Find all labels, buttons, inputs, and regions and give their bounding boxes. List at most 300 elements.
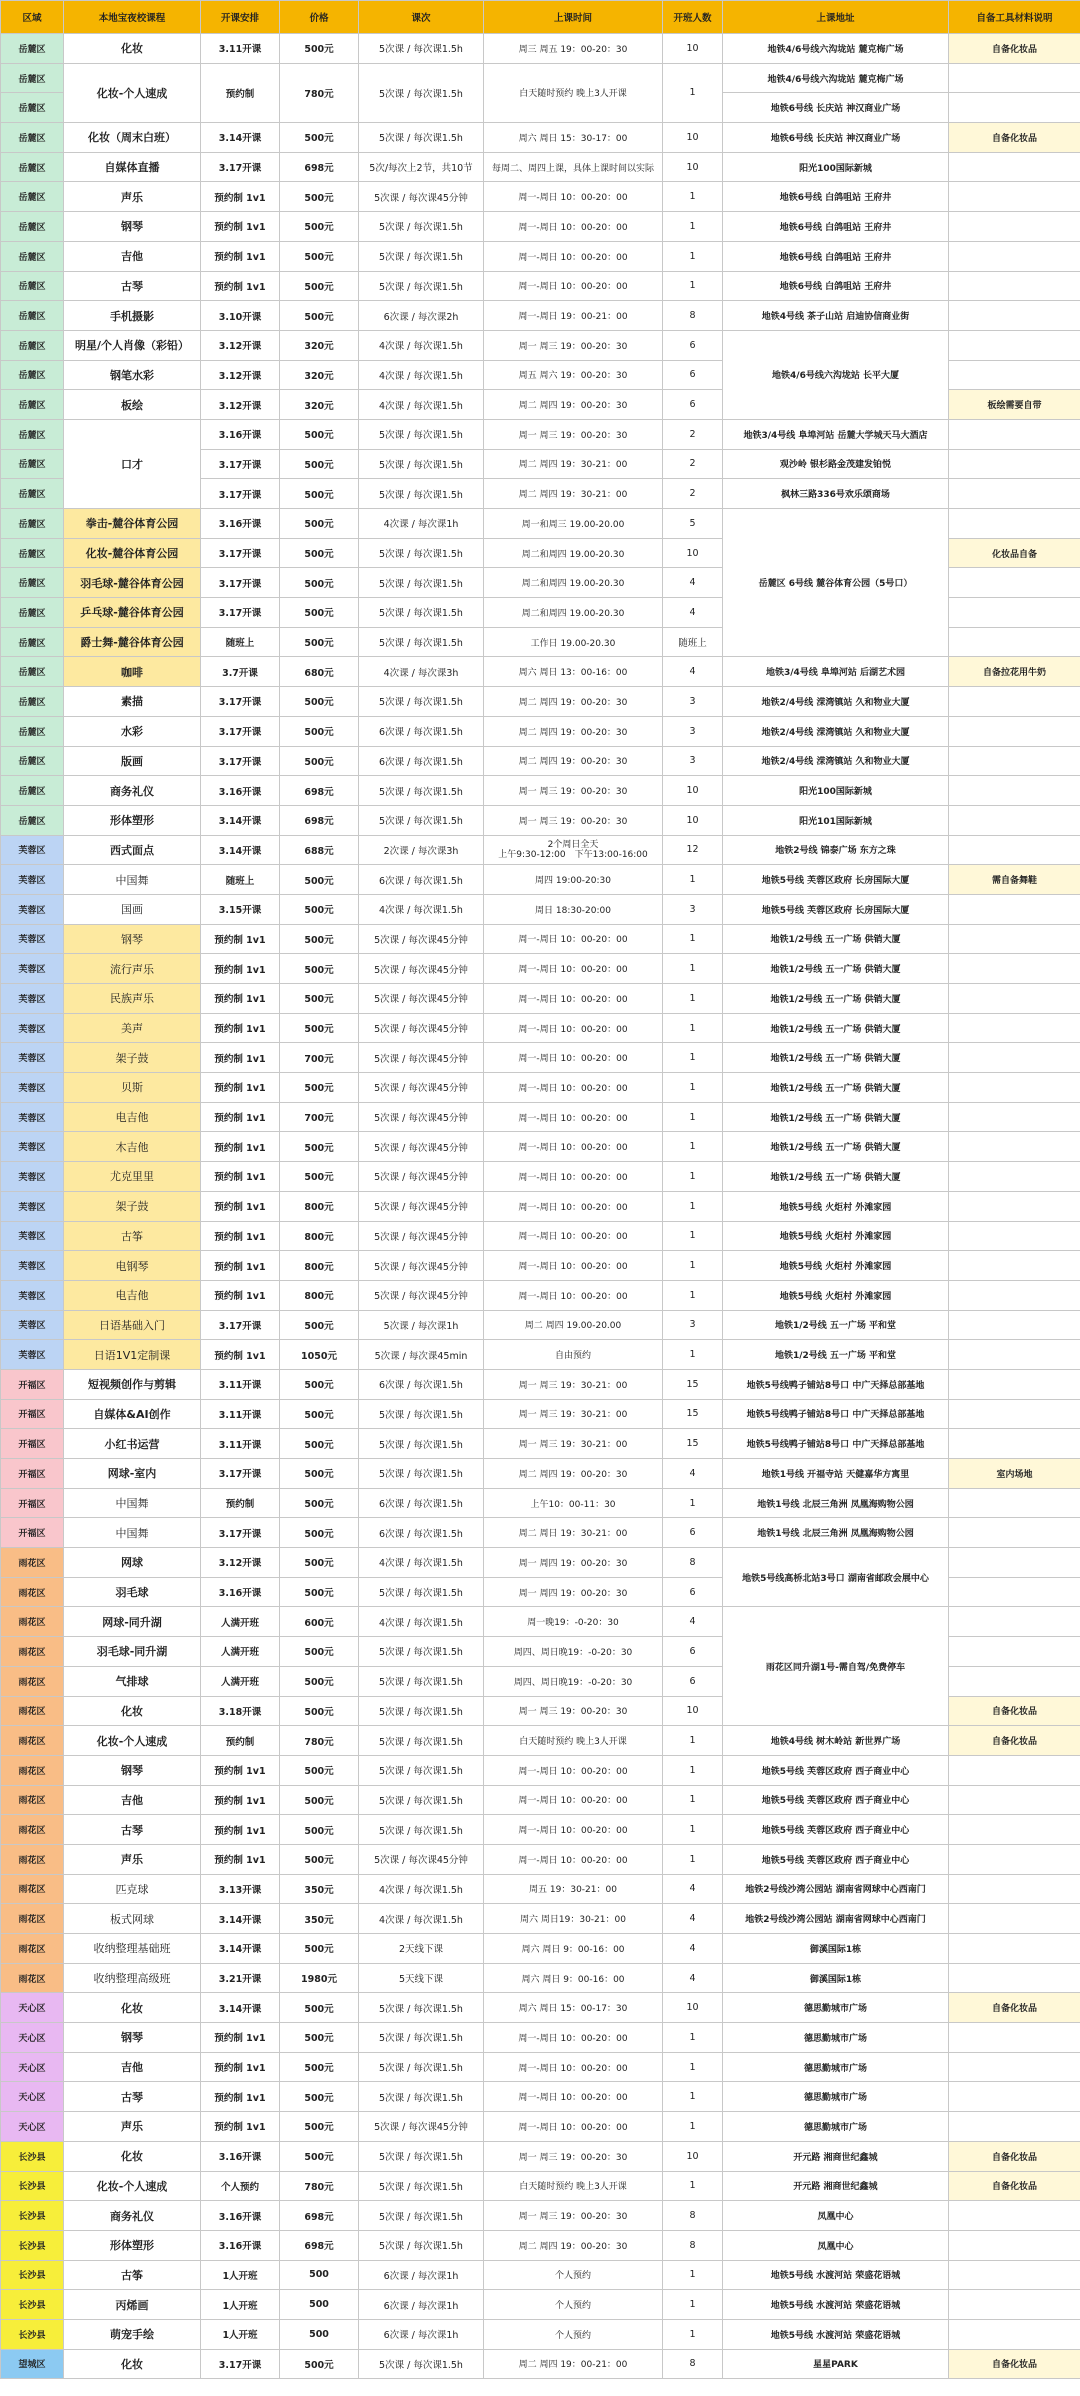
cell-sched[interactable]: 预约制 1v1 [201,924,280,954]
cell-addr[interactable]: 地铁4/6号线六沟垅站 长平大厦 [723,330,949,419]
cell-addr[interactable]: 地铁5号线 芙蓉区政府 长房国际大厦 [723,865,949,895]
cell-time[interactable]: 周一 周三 19：00-20：30 [484,1696,663,1726]
cell-course[interactable]: 气排球 [64,1666,201,1696]
cell-times[interactable]: 5次课 / 每次课1.5h [359,1399,484,1429]
header-cell[interactable]: 本地宝夜校课程 [64,1,201,34]
cell-note[interactable] [949,1815,1080,1845]
cell-region[interactable]: 开福区 [1,1399,64,1429]
cell-num[interactable]: 1 [663,2052,723,2082]
cell-sched[interactable]: 预约制 1v1 [201,1815,280,1845]
cell-note[interactable] [949,2230,1080,2260]
cell-sched[interactable]: 3.17开课 [201,1459,280,1489]
cell-sched[interactable]: 预约制 [201,63,280,122]
cell-note[interactable]: 自备拉花用牛奶 [949,657,1080,687]
cell-num[interactable]: 2 [663,419,723,449]
cell-course[interactable]: 钢琴 [64,2023,201,2053]
cell-num[interactable]: 4 [663,1963,723,1993]
cell-num[interactable]: 1 [663,2082,723,2112]
cell-times[interactable]: 5次课 / 每次课45分钟 [359,1132,484,1162]
cell-num[interactable]: 1 [663,1726,723,1756]
cell-num[interactable]: 4 [663,1904,723,1934]
cell-times[interactable]: 5次课 / 每次课1.5h [359,2023,484,2053]
cell-note[interactable] [949,509,1080,539]
cell-time[interactable]: 周日 18:30-20:00 [484,894,663,924]
cell-num[interactable]: 1 [663,1043,723,1073]
cell-sched[interactable]: 3.12开课 [201,360,280,390]
cell-price[interactable]: 500元 [280,716,359,746]
cell-times[interactable]: 4次课 / 每次课1.5h [359,330,484,360]
cell-times[interactable]: 5次/每次上2节，共10节 [359,152,484,182]
cell-times[interactable]: 5次课 / 每次课45分钟 [359,924,484,954]
cell-price[interactable]: 600元 [280,1607,359,1637]
cell-times[interactable]: 5次课 / 每次课1.5h [359,1637,484,1667]
cell-addr[interactable]: 地铁5号线 水渡河站 荣盛花语城 [723,2290,949,2320]
cell-price[interactable]: 500元 [280,2082,359,2112]
cell-time[interactable]: 周一-周日 10：00-20：00 [484,2082,663,2112]
cell-course[interactable]: 收纳整理高级班 [64,1963,201,1993]
cell-price[interactable]: 500元 [280,1637,359,1667]
cell-times[interactable]: 5次课 / 每次课45分钟 [359,1043,484,1073]
cell-num[interactable]: 10 [663,1696,723,1726]
cell-addr[interactable]: 地铁5号线 火炬村 外滩家园 [723,1280,949,1310]
cell-note[interactable] [949,1785,1080,1815]
cell-time[interactable]: 周一-周日 10：00-20：00 [484,1102,663,1132]
cell-num[interactable]: 1 [663,1340,723,1370]
cell-price[interactable]: 500元 [280,598,359,628]
cell-region[interactable]: 雨花区 [1,1785,64,1815]
cell-sched[interactable]: 3.18开课 [201,1696,280,1726]
cell-addr[interactable]: 地铁1/2号线 五一广场 供销大厦 [723,924,949,954]
cell-num[interactable]: 2 [663,479,723,509]
cell-sched[interactable]: 3.17开课 [201,598,280,628]
cell-course[interactable]: 民族声乐 [64,984,201,1014]
cell-times[interactable]: 5次课 / 每次课1.5h [359,1815,484,1845]
cell-region[interactable]: 岳麓区 [1,509,64,539]
cell-times[interactable]: 6次课 / 每次课1.5h [359,1369,484,1399]
cell-num[interactable]: 6 [663,1577,723,1607]
cell-note[interactable] [949,924,1080,954]
cell-times[interactable]: 5次课 / 每次课1.5h [359,2201,484,2231]
cell-addr[interactable]: 御溪国际1栋 [723,1934,949,1964]
cell-num[interactable]: 1 [663,2023,723,2053]
cell-sched[interactable]: 3.13开课 [201,1874,280,1904]
cell-sched[interactable]: 3.11开课 [201,34,280,64]
cell-course[interactable]: 羽毛球 [64,1577,201,1607]
cell-price[interactable]: 500元 [280,2023,359,2053]
cell-course[interactable]: 羽毛球-麓谷体育公园 [64,568,201,598]
cell-sched[interactable]: 预约制 1v1 [201,2052,280,2082]
cell-sched[interactable]: 预约制 1v1 [201,1043,280,1073]
cell-num[interactable]: 1 [663,2260,723,2290]
cell-time[interactable]: 周一 周三 19：30-21：00 [484,1399,663,1429]
cell-region[interactable]: 雨花区 [1,1637,64,1667]
cell-sched[interactable]: 预约制 1v1 [201,954,280,984]
cell-time[interactable]: 个人预约 [484,2319,663,2349]
cell-price[interactable]: 500元 [280,1815,359,1845]
cell-sched[interactable]: 3.16开课 [201,419,280,449]
cell-note[interactable] [949,1162,1080,1192]
cell-note[interactable] [949,598,1080,628]
cell-sched[interactable]: 3.17开课 [201,1518,280,1548]
cell-num[interactable]: 4 [663,1607,723,1637]
cell-region[interactable]: 芙蓉区 [1,1340,64,1370]
cell-sched[interactable]: 3.14开课 [201,1993,280,2023]
cell-num[interactable]: 4 [663,1459,723,1489]
cell-sched[interactable]: 3.10开课 [201,301,280,331]
cell-note[interactable] [949,2052,1080,2082]
cell-note[interactable]: 室内场地 [949,1459,1080,1489]
cell-region[interactable]: 芙蓉区 [1,894,64,924]
cell-region[interactable]: 长沙县 [1,2141,64,2171]
cell-price[interactable]: 500元 [280,1934,359,1964]
cell-note[interactable] [949,1874,1080,1904]
cell-addr[interactable]: 岳麓区 6号线 麓谷体育公园（5号口） [723,509,949,657]
cell-course[interactable]: 水彩 [64,716,201,746]
cell-times[interactable]: 4次课 / 每次课1.5h [359,390,484,420]
cell-time[interactable]: 周一 周三 19：30-21：00 [484,1369,663,1399]
cell-addr[interactable]: 开元路 湘商世纪鑫城 [723,2171,949,2201]
cell-course[interactable]: 小红书运营 [64,1429,201,1459]
cell-price[interactable]: 500元 [280,984,359,1014]
cell-time[interactable]: 周一-周日 10：00-20：00 [484,1132,663,1162]
cell-sched[interactable]: 1人开班 [201,2260,280,2290]
cell-addr[interactable]: 地铁5号线 芙蓉区政府 长房国际大厦 [723,894,949,924]
cell-price[interactable]: 500元 [280,479,359,509]
cell-num[interactable]: 1 [663,1132,723,1162]
cell-sched[interactable]: 1人开班 [201,2319,280,2349]
cell-course[interactable]: 口才 [64,419,201,508]
cell-num[interactable]: 随班上 [663,627,723,657]
cell-sched[interactable]: 预约制 1v1 [201,1844,280,1874]
cell-course[interactable]: 化妆 [64,34,201,64]
cell-time[interactable]: 周二 周四 19：30-21：00 [484,479,663,509]
cell-course[interactable]: 形体塑形 [64,2230,201,2260]
cell-times[interactable]: 5次课 / 每次课45分钟 [359,1013,484,1043]
cell-times[interactable]: 6次课 / 每次课1.5h [359,746,484,776]
cell-note[interactable] [949,627,1080,657]
cell-region[interactable]: 岳麓区 [1,687,64,717]
cell-times[interactable]: 5次课 / 每次课45分钟 [359,1191,484,1221]
cell-sched[interactable]: 预约制 [201,1488,280,1518]
cell-course[interactable]: 声乐 [64,2112,201,2142]
cell-sched[interactable]: 3.21开课 [201,1963,280,1993]
cell-course[interactable]: 网球-同升湖 [64,1607,201,1637]
cell-note[interactable] [949,479,1080,509]
cell-time[interactable]: 周二 周四 19：00-20：30 [484,1459,663,1489]
header-cell[interactable]: 价格 [280,1,359,34]
cell-time[interactable]: 周一-周日 10：00-20：00 [484,1280,663,1310]
cell-time[interactable]: 周二 周四 19：00-20：30 [484,716,663,746]
cell-note[interactable] [949,63,1080,93]
cell-addr[interactable]: 地铁3/4号线 阜埠河站 后湖艺术园 [723,657,949,687]
cell-time[interactable]: 周一 周三 19：00-20：30 [484,805,663,835]
cell-sched[interactable]: 3.14开课 [201,835,280,865]
cell-times[interactable]: 5次课 / 每次课45分钟 [359,1102,484,1132]
cell-num[interactable]: 15 [663,1399,723,1429]
cell-time[interactable]: 周一-周日 10：00-20：00 [484,984,663,1014]
cell-course[interactable]: 化妆（周末白班） [64,123,201,153]
cell-num[interactable]: 1 [663,2112,723,2142]
cell-course[interactable]: 爵士舞-麓谷体育公园 [64,627,201,657]
cell-sched[interactable]: 预约制 1v1 [201,1785,280,1815]
cell-times[interactable]: 5次课 / 每次课1.5h [359,271,484,301]
cell-note[interactable] [949,1755,1080,1785]
cell-times[interactable]: 5次课 / 每次课1.5h [359,2141,484,2171]
cell-course[interactable]: 声乐 [64,1844,201,1874]
cell-region[interactable]: 天心区 [1,2082,64,2112]
cell-addr[interactable]: 地铁1/2号线 五一广场 供销大厦 [723,984,949,1014]
cell-region[interactable]: 岳麓区 [1,746,64,776]
cell-price[interactable]: 500 [280,2260,359,2290]
cell-note[interactable] [949,1429,1080,1459]
cell-time[interactable]: 周一-周日 10：00-20：00 [484,182,663,212]
cell-price[interactable]: 500元 [280,865,359,895]
cell-addr[interactable]: 地铁1号线 北辰三角洲 凤凰海购物公园 [723,1488,949,1518]
cell-times[interactable]: 5次课 / 每次课1.5h [359,63,484,122]
cell-price[interactable]: 500元 [280,1518,359,1548]
cell-price[interactable]: 698元 [280,805,359,835]
cell-price[interactable]: 350元 [280,1904,359,1934]
cell-price[interactable]: 500元 [280,2052,359,2082]
cell-times[interactable]: 5次课 / 每次课1.5h [359,1429,484,1459]
cell-times[interactable]: 5次课 / 每次课1.5h [359,687,484,717]
cell-price[interactable]: 500元 [280,1459,359,1489]
cell-price[interactable]: 500元 [280,924,359,954]
cell-addr[interactable]: 地铁1/2号线 五一广场 供销大厦 [723,954,949,984]
cell-time[interactable]: 白天随时预约 晚上3人开课 [484,1726,663,1756]
cell-time[interactable]: 周一-周日 10：00-20：00 [484,1785,663,1815]
header-cell[interactable]: 上课时间 [484,1,663,34]
cell-addr[interactable]: 地铁2号线 锦泰广场 东方之珠 [723,835,949,865]
cell-times[interactable]: 5次课 / 每次课1.5h [359,627,484,657]
cell-time[interactable]: 周一-周日 10：00-20：00 [484,1043,663,1073]
cell-price[interactable]: 500元 [280,123,359,153]
cell-note[interactable] [949,360,1080,390]
cell-time[interactable]: 周六 周日 15：30-17：00 [484,123,663,153]
cell-price[interactable]: 500元 [280,1132,359,1162]
cell-sched[interactable]: 预约制 1v1 [201,1280,280,1310]
cell-price[interactable]: 698元 [280,152,359,182]
cell-times[interactable]: 5次课 / 每次课1.5h [359,479,484,509]
cell-note[interactable] [949,716,1080,746]
cell-num[interactable]: 1 [663,924,723,954]
cell-price[interactable]: 500元 [280,2349,359,2379]
cell-num[interactable]: 10 [663,2141,723,2171]
cell-sched[interactable]: 3.16开课 [201,2230,280,2260]
cell-times[interactable]: 5次课 / 每次课1.5h [359,449,484,479]
cell-sched[interactable]: 预约制 1v1 [201,1162,280,1192]
cell-note[interactable] [949,1251,1080,1281]
cell-note[interactable] [949,1488,1080,1518]
cell-course[interactable]: 板绘 [64,390,201,420]
cell-region[interactable]: 岳麓区 [1,123,64,153]
cell-addr[interactable]: 阳光100国际新城 [723,152,949,182]
cell-course[interactable]: 自媒体&AI创作 [64,1399,201,1429]
cell-note[interactable] [949,2112,1080,2142]
cell-time[interactable]: 周一-周日 10：00-20：00 [484,241,663,271]
cell-price[interactable]: 800元 [280,1280,359,1310]
cell-time[interactable]: 白天随时预约 晚上3人开课 [484,2171,663,2201]
cell-course[interactable]: 西式面点 [64,835,201,865]
cell-time[interactable]: 周六 周日 9：00-16：00 [484,1934,663,1964]
cell-course[interactable]: 丙烯画 [64,2290,201,2320]
cell-note[interactable]: 板绘需要自带 [949,390,1080,420]
cell-addr[interactable]: 地铁2/4号线 溁湾镇站 久和物业大厦 [723,687,949,717]
cell-num[interactable]: 1 [663,212,723,242]
cell-time[interactable]: 周一 周三 19：00-20：30 [484,2141,663,2171]
cell-region[interactable]: 开福区 [1,1488,64,1518]
header-cell[interactable]: 上课地址 [723,1,949,34]
cell-region[interactable]: 开福区 [1,1429,64,1459]
cell-sched[interactable]: 3.16开课 [201,2141,280,2171]
cell-sched[interactable]: 预约制 1v1 [201,212,280,242]
cell-time[interactable]: 周一-周日 10：00-20：00 [484,1191,663,1221]
cell-num[interactable]: 1 [663,2171,723,2201]
cell-note[interactable] [949,1518,1080,1548]
header-cell[interactable]: 区域 [1,1,64,34]
cell-time[interactable]: 周二 周四 19：00-20：30 [484,746,663,776]
cell-price[interactable]: 320元 [280,390,359,420]
cell-note[interactable]: 化妆品自备 [949,538,1080,568]
cell-region[interactable]: 天心区 [1,2112,64,2142]
cell-sched[interactable]: 预约制 1v1 [201,984,280,1014]
cell-time[interactable]: 周五 周六 19：00-20：30 [484,360,663,390]
cell-note[interactable] [949,1310,1080,1340]
cell-region[interactable]: 岳麓区 [1,479,64,509]
cell-times[interactable]: 4次课 / 每次课1.5h [359,1874,484,1904]
cell-addr[interactable]: 地铁5号线 水渡河站 荣盛花语城 [723,2260,949,2290]
cell-addr[interactable]: 地铁3/4号线 阜埠河站 岳麓大学城天马大酒店 [723,419,949,449]
cell-region[interactable]: 岳麓区 [1,301,64,331]
cell-time[interactable]: 周一-周日 10：00-20：00 [484,954,663,984]
cell-region[interactable]: 芙蓉区 [1,1191,64,1221]
cell-num[interactable]: 1 [663,1488,723,1518]
cell-note[interactable] [949,746,1080,776]
cell-times[interactable]: 5次课 / 每次课1.5h [359,241,484,271]
cell-region[interactable]: 雨花区 [1,1607,64,1637]
cell-num[interactable]: 1 [663,2290,723,2320]
cell-times[interactable]: 5次课 / 每次课1.5h [359,1459,484,1489]
cell-region[interactable]: 芙蓉区 [1,984,64,1014]
cell-times[interactable]: 4次课 / 每次课3h [359,657,484,687]
cell-region[interactable]: 岳麓区 [1,212,64,242]
cell-note[interactable] [949,1577,1080,1607]
cell-region[interactable]: 长沙县 [1,2201,64,2231]
cell-sched[interactable]: 3.17开课 [201,538,280,568]
cell-region[interactable]: 岳麓区 [1,568,64,598]
cell-times[interactable]: 5次课 / 每次课1.5h [359,212,484,242]
cell-addr[interactable]: 地铁5号线 火炬村 外滩家园 [723,1251,949,1281]
cell-time[interactable]: 周一晚19：-0-20：30 [484,1607,663,1637]
cell-note[interactable] [949,1043,1080,1073]
cell-price[interactable]: 500元 [280,1696,359,1726]
cell-course[interactable]: 网球-室内 [64,1459,201,1489]
cell-course[interactable]: 明星/个人肖像（彩铅） [64,330,201,360]
cell-times[interactable]: 5次课 / 每次课45分钟 [359,1073,484,1103]
cell-note[interactable] [949,1666,1080,1696]
cell-sched[interactable]: 3.11开课 [201,1429,280,1459]
cell-course[interactable]: 贝斯 [64,1073,201,1103]
cell-region[interactable]: 芙蓉区 [1,835,64,865]
cell-note[interactable] [949,1963,1080,1993]
cell-time[interactable]: 周一-周日 10：00-20：00 [484,271,663,301]
cell-price[interactable]: 500元 [280,509,359,539]
cell-addr[interactable]: 地铁1/2号线 五一广场 供销大厦 [723,1073,949,1103]
cell-time[interactable]: 周二 周四 19.00-20.00 [484,1310,663,1340]
cell-price[interactable]: 500 [280,2290,359,2320]
cell-addr[interactable]: 观沙岭 银杉路金茂建发铂悦 [723,449,949,479]
cell-note[interactable] [949,1132,1080,1162]
cell-region[interactable]: 芙蓉区 [1,865,64,895]
cell-num[interactable]: 6 [663,1637,723,1667]
cell-sched[interactable]: 3.12开课 [201,1548,280,1578]
cell-price[interactable]: 500元 [280,1785,359,1815]
cell-price[interactable]: 698元 [280,2230,359,2260]
cell-times[interactable]: 5次课 / 每次课45分钟 [359,1844,484,1874]
cell-num[interactable]: 5 [663,509,723,539]
cell-addr[interactable]: 地铁5号线 芙蓉区政府 西子商业中心 [723,1844,949,1874]
cell-price[interactable]: 500元 [280,1013,359,1043]
cell-num[interactable]: 6 [663,360,723,390]
cell-time[interactable]: 周二 周四 19：00-20：30 [484,390,663,420]
cell-price[interactable]: 500 [280,2319,359,2349]
cell-note[interactable] [949,271,1080,301]
cell-note[interactable] [949,449,1080,479]
cell-num[interactable]: 4 [663,1934,723,1964]
cell-course[interactable]: 化妆-个人速成 [64,63,201,122]
cell-num[interactable]: 1 [663,63,723,122]
cell-time[interactable]: 周二 周四 19：00-21：00 [484,2349,663,2379]
cell-times[interactable]: 5次课 / 每次课1.5h [359,2230,484,2260]
cell-time[interactable]: 每周二、周四上课，具体上课时间以实际 [484,152,663,182]
cell-note[interactable] [949,835,1080,865]
cell-region[interactable]: 雨花区 [1,1844,64,1874]
cell-price[interactable]: 780元 [280,2171,359,2201]
cell-addr[interactable]: 地铁1/2号线 五一广场 供销大厦 [723,1013,949,1043]
cell-times[interactable]: 2次课 / 每次课3h [359,835,484,865]
cell-addr[interactable]: 雨花区同升湖1号-需自驾/免费停车 [723,1607,949,1726]
cell-region[interactable]: 雨花区 [1,1755,64,1785]
cell-course[interactable]: 古琴 [64,271,201,301]
cell-region[interactable]: 岳麓区 [1,182,64,212]
cell-addr[interactable]: 地铁5号线 芙蓉区政府 西子商业中心 [723,1785,949,1815]
cell-sched[interactable]: 预约制 1v1 [201,2082,280,2112]
cell-num[interactable]: 10 [663,1993,723,2023]
cell-times[interactable]: 6次课 / 每次课1h [359,2290,484,2320]
cell-addr[interactable]: 地铁5号线 火炬村 外滩家园 [723,1221,949,1251]
cell-course[interactable]: 日语1V1定制课 [64,1340,201,1370]
cell-price[interactable]: 500元 [280,182,359,212]
cell-times[interactable]: 6次课 / 每次课1.5h [359,1488,484,1518]
cell-region[interactable]: 天心区 [1,1993,64,2023]
cell-addr[interactable]: 德思勤城市广场 [723,2082,949,2112]
cell-times[interactable]: 5次课 / 每次课1.5h [359,805,484,835]
cell-num[interactable]: 15 [663,1429,723,1459]
cell-addr[interactable]: 地铁1/2号线 五一广场 供销大厦 [723,1132,949,1162]
cell-sched[interactable]: 人满开班 [201,1666,280,1696]
cell-region[interactable]: 岳麓区 [1,34,64,64]
cell-time[interactable]: 周二和周四 19.00-20.30 [484,568,663,598]
cell-num[interactable]: 6 [663,390,723,420]
cell-time[interactable]: 周三 周五 19：00-20：30 [484,34,663,64]
cell-region[interactable]: 天心区 [1,2052,64,2082]
cell-num[interactable]: 8 [663,301,723,331]
cell-time[interactable]: 周四 19:00-20:30 [484,865,663,895]
cell-course[interactable]: 钢琴 [64,924,201,954]
cell-sched[interactable]: 3.12开课 [201,330,280,360]
cell-course[interactable]: 收纳整理基础班 [64,1934,201,1964]
cell-price[interactable]: 500元 [280,449,359,479]
